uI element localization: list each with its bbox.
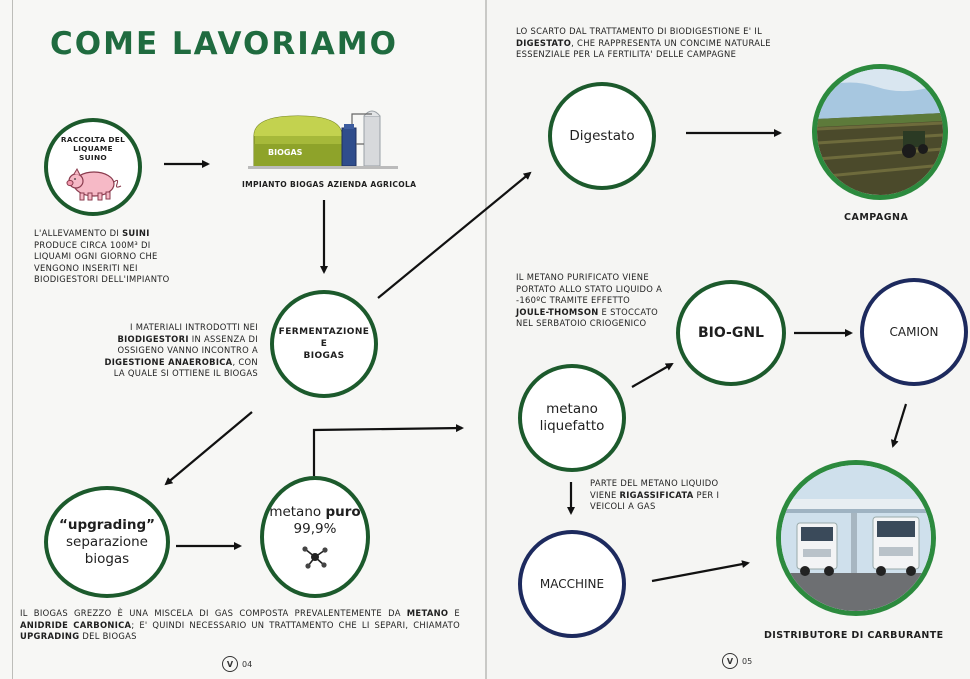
pig-icon bbox=[62, 164, 124, 202]
raccolta-label: RACCOLTA DEL LIQUAME SUINO bbox=[60, 134, 126, 162]
materiali-text bbox=[100, 322, 258, 380]
purificato-text bbox=[516, 272, 666, 330]
parte-text bbox=[590, 478, 740, 513]
purificato-text-b: JOULE-THOMSON bbox=[516, 306, 599, 317]
camion-label: CAMION bbox=[889, 324, 939, 339]
fermentazione-line1: FERMENTAZIONE bbox=[278, 327, 370, 337]
digestato-node bbox=[548, 82, 656, 190]
purificato-text-c: E STOCCATO NEL SERBATOIO CRIOGENICO bbox=[516, 306, 659, 328]
grezzo-text-a: IL BIOGAS GREZZO È UNA MISCELA DI GAS COMPOSTA PREVALENTEMENTE DA bbox=[20, 608, 407, 618]
materiali-text-a: I MATERIALI INTRODOTTI NEI bbox=[129, 322, 258, 332]
camion-node bbox=[860, 278, 968, 386]
metano-puro-label bbox=[269, 504, 360, 521]
biogas-plant-icon bbox=[248, 104, 398, 170]
parte-text-a: PARTE DEL METANO LIQUIDO VIENE bbox=[590, 478, 719, 500]
metano-liquefatto-line2: liquefatto bbox=[539, 418, 605, 434]
scarto-text bbox=[516, 26, 776, 61]
bio-gnl-node bbox=[676, 280, 786, 386]
macchine-node bbox=[518, 530, 626, 638]
scarto-text-c: , CHE RAPPRESENTA UN CONCIME NATURALE ESSENZIALE PER LA FERTILITA' DELLE CAMPAGNE bbox=[516, 37, 771, 59]
metano-puro-b: puro bbox=[325, 504, 361, 520]
upgrading-line1: “upgrading” bbox=[58, 516, 156, 533]
allevamento-text-a: L'ALLEVAMENTO DI bbox=[34, 228, 123, 238]
parte-text-b: RIGASSIFICATA bbox=[619, 489, 694, 500]
upgrading-line2: separazione bbox=[66, 533, 148, 550]
allevamento-text bbox=[34, 228, 174, 286]
metano-puro-pct: 99,9% bbox=[293, 521, 337, 537]
impianto-tank-label: BIOGAS bbox=[268, 148, 303, 157]
purificato-text-a: IL METANO PURIFICATO VIENE PORTATO ALLO STATO LIQUIDO A -160ºC TRAMITE EFFETTO bbox=[516, 272, 663, 305]
parte-text-c: PER I VEICOLI A GAS bbox=[590, 489, 720, 511]
scarto-text-b: DIGESTATO bbox=[516, 37, 572, 48]
arrow-liquefatto-biognl bbox=[632, 364, 672, 387]
materiali-text-e: , CON LA QUALE SI OTTIENE IL BIOGAS bbox=[113, 356, 258, 378]
upgrading-line3: biogas bbox=[84, 550, 130, 567]
allevamento-text-c: PRODUCE CIRCA 100M³ DI LIQUAMI OGNI GIORNO CHE VENGONO INSERITI NEI BIODIGESTORI DELL'IMPIANTO bbox=[34, 239, 170, 284]
grezzo-text-e: ; E' QUINDI NECESSARIO UN TRATTAMENTO CHE LI SEPARI, CHIAMATO bbox=[131, 619, 460, 630]
digestato-label: Digestato bbox=[569, 127, 635, 144]
trucks-photo bbox=[776, 460, 936, 616]
grezzo-text-d: ANIDRIDE CARBONICA bbox=[20, 619, 132, 630]
arrow-macchine-distributore bbox=[652, 563, 748, 581]
metano-puro-node bbox=[260, 476, 370, 598]
distributore-label: DISTRIBUTORE DI CARBURANTE bbox=[764, 630, 944, 641]
materiali-text-c: IN ASSENZA DI OSSIGENO VANNO INCONTRO A bbox=[117, 333, 258, 355]
upgrading-node bbox=[44, 486, 170, 598]
grezzo-text-c: E bbox=[448, 608, 460, 618]
scarto-text-a: LO SCARTO DAL TRATTAMENTO DI BIODIGESTIONE E' IL bbox=[516, 26, 763, 36]
brand-logo-icon: V bbox=[722, 653, 738, 669]
page-number-right bbox=[722, 653, 752, 669]
fermentazione-line3: BIOGAS bbox=[303, 351, 345, 361]
arrow-fermentazione-upgrading bbox=[166, 412, 252, 484]
campagna-label: CAMPAGNA bbox=[844, 212, 909, 223]
arrow-camion-distributore bbox=[893, 404, 906, 446]
metano-liquefatto-node bbox=[518, 364, 626, 472]
page-title: COME LAVORIAMO bbox=[50, 26, 398, 62]
materiali-text-d: DIGESTIONE ANAEROBICA bbox=[104, 356, 233, 367]
fermentazione-node bbox=[270, 290, 378, 398]
molecule-icon bbox=[300, 544, 330, 570]
materiali-text-b: BIODIGESTORI bbox=[117, 333, 189, 344]
fermentazione-line2: E bbox=[320, 339, 328, 349]
raccolta-node bbox=[44, 118, 142, 216]
page-number-left bbox=[222, 656, 252, 672]
arrow-fermentazione-digestato bbox=[378, 173, 530, 298]
bio-gnl-label: BIO-GNL bbox=[698, 324, 764, 341]
arrow-metano-liquefatto bbox=[314, 428, 462, 476]
grezzo-text bbox=[20, 608, 460, 643]
grezzo-text-b: METANO bbox=[406, 608, 449, 618]
page-number-right-text: 05 bbox=[742, 656, 753, 666]
impianto-caption: IMPIANTO BIOGAS AZIENDA AGRICOLA bbox=[242, 180, 417, 189]
brand-logo-icon: V bbox=[222, 656, 238, 672]
allevamento-text-b: SUINI bbox=[122, 228, 150, 238]
page-number-left-text: 04 bbox=[242, 659, 253, 669]
metano-liquefatto-line1: metano bbox=[546, 401, 598, 417]
macchine-label: MACCHINE bbox=[539, 576, 605, 591]
metano-puro-a: metano bbox=[269, 504, 326, 520]
grezzo-text-g: DEL BIOGAS bbox=[79, 631, 137, 641]
grezzo-text-f: UPGRADING bbox=[20, 631, 80, 641]
field-photo bbox=[812, 64, 948, 200]
